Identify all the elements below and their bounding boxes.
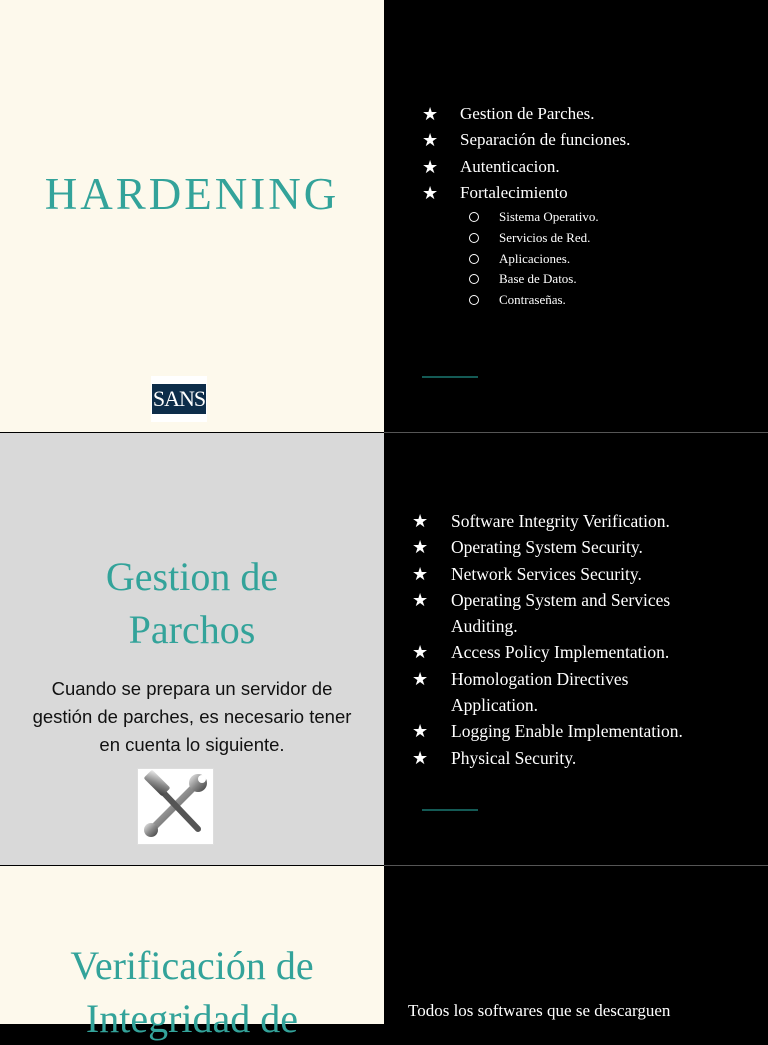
circle-bullet-icon	[469, 295, 479, 305]
star-icon: ★	[422, 104, 439, 124]
accent-rule	[422, 809, 478, 811]
list-item-label: Gestion de Parches.	[460, 104, 595, 123]
list-item-label: Auditing.	[451, 616, 518, 637]
list-item-label: Homologation Directives	[451, 668, 629, 689]
sub-list-item	[468, 249, 599, 270]
list-item	[412, 745, 683, 771]
star-icon: ★	[412, 721, 429, 742]
list-item	[412, 587, 683, 640]
sub-list-item-label: Base de Datos.	[499, 271, 577, 287]
sub-list-item-label: Servicios de Red.	[499, 229, 591, 245]
star-icon: ★	[412, 563, 429, 584]
slide-hardening	[0, 0, 768, 432]
sub-bullet-list	[468, 207, 599, 311]
slide-title-line: Gestion de	[105, 554, 279, 599]
sub-list-item-label: Contraseñas.	[499, 292, 566, 308]
sub-list-item	[468, 228, 599, 249]
circle-bullet-icon	[469, 212, 479, 222]
star-icon: ★	[412, 537, 429, 558]
star-icon: ★	[422, 182, 439, 203]
sub-list-item	[468, 269, 599, 290]
list-item-label: Separación de funciones.	[460, 130, 631, 150]
list-item	[422, 127, 630, 153]
list-item-label: Logging Enable Implementation.	[451, 721, 683, 742]
slide-title-line: Verificación de	[70, 943, 314, 988]
slide-right-panel	[384, 433, 768, 865]
star-icon: ★	[422, 156, 439, 177]
sub-list-item-label: Aplicaciones.	[499, 250, 571, 266]
list-item-label: Operating System Security.	[451, 537, 643, 558]
sub-list-item-label: Sistema Operativo.	[499, 209, 599, 224]
circle-bullet-icon	[469, 233, 479, 243]
bullet-list	[412, 508, 683, 771]
star-icon: ★	[412, 642, 429, 663]
list-item-label: Software Integrity Verification.	[451, 511, 670, 531]
sub-list-item	[468, 290, 599, 311]
star-icon: ★	[422, 130, 439, 151]
hammer-wrench-icon	[137, 768, 214, 845]
slide-title-line: Parchos	[128, 607, 256, 652]
list-item-label: Access Policy Implementation.	[451, 642, 670, 663]
slide-right-panel	[384, 866, 768, 1024]
slide-title-line: Integridad de	[85, 996, 299, 1041]
list-item	[422, 154, 630, 180]
slide-body-text: Cuando se prepara un servidor de gestión de parches, es necesario tener en cuenta lo siguiente.	[32, 678, 352, 755]
list-item-label: Physical Security.	[451, 747, 577, 768]
slide-title	[0, 550, 384, 656]
list-item	[422, 101, 630, 127]
list-item	[412, 508, 683, 534]
list-item	[412, 718, 683, 744]
slide-left-panel	[0, 433, 384, 865]
slide-verificacion-integridad	[0, 866, 768, 1041]
list-item-label: Network Services Security.	[451, 563, 642, 584]
star-icon: ★	[412, 589, 429, 610]
list-item	[412, 534, 683, 560]
sub-list-item	[468, 207, 599, 228]
accent-rule	[422, 376, 478, 378]
slide-right-panel	[384, 0, 768, 432]
slide-left-panel	[0, 866, 384, 1041]
star-icon: ★	[412, 511, 429, 531]
circle-bullet-icon	[469, 274, 479, 284]
slide-gestion-parches	[0, 433, 768, 865]
sans-logo	[151, 376, 207, 422]
slide-left-panel	[0, 0, 384, 432]
slide-title: HARDENING	[44, 169, 340, 219]
sans-logo-text: SANS	[152, 384, 206, 414]
circle-bullet-icon	[469, 254, 479, 264]
list-item-label: Application.	[451, 695, 538, 716]
bullet-list	[422, 101, 630, 206]
slide-title	[0, 939, 384, 1045]
star-icon: ★	[412, 668, 429, 689]
star-icon: ★	[412, 747, 429, 768]
list-item	[412, 666, 683, 719]
list-item	[412, 639, 683, 665]
list-item-label: Fortalecimiento	[460, 182, 568, 202]
list-item-label: Autenticacion.	[460, 156, 560, 176]
slide-body-text: Todos los softwares que se descarguen	[408, 1001, 671, 1020]
list-item-label: Operating System and Services	[451, 589, 671, 610]
list-item	[412, 561, 683, 587]
list-item	[422, 180, 630, 206]
